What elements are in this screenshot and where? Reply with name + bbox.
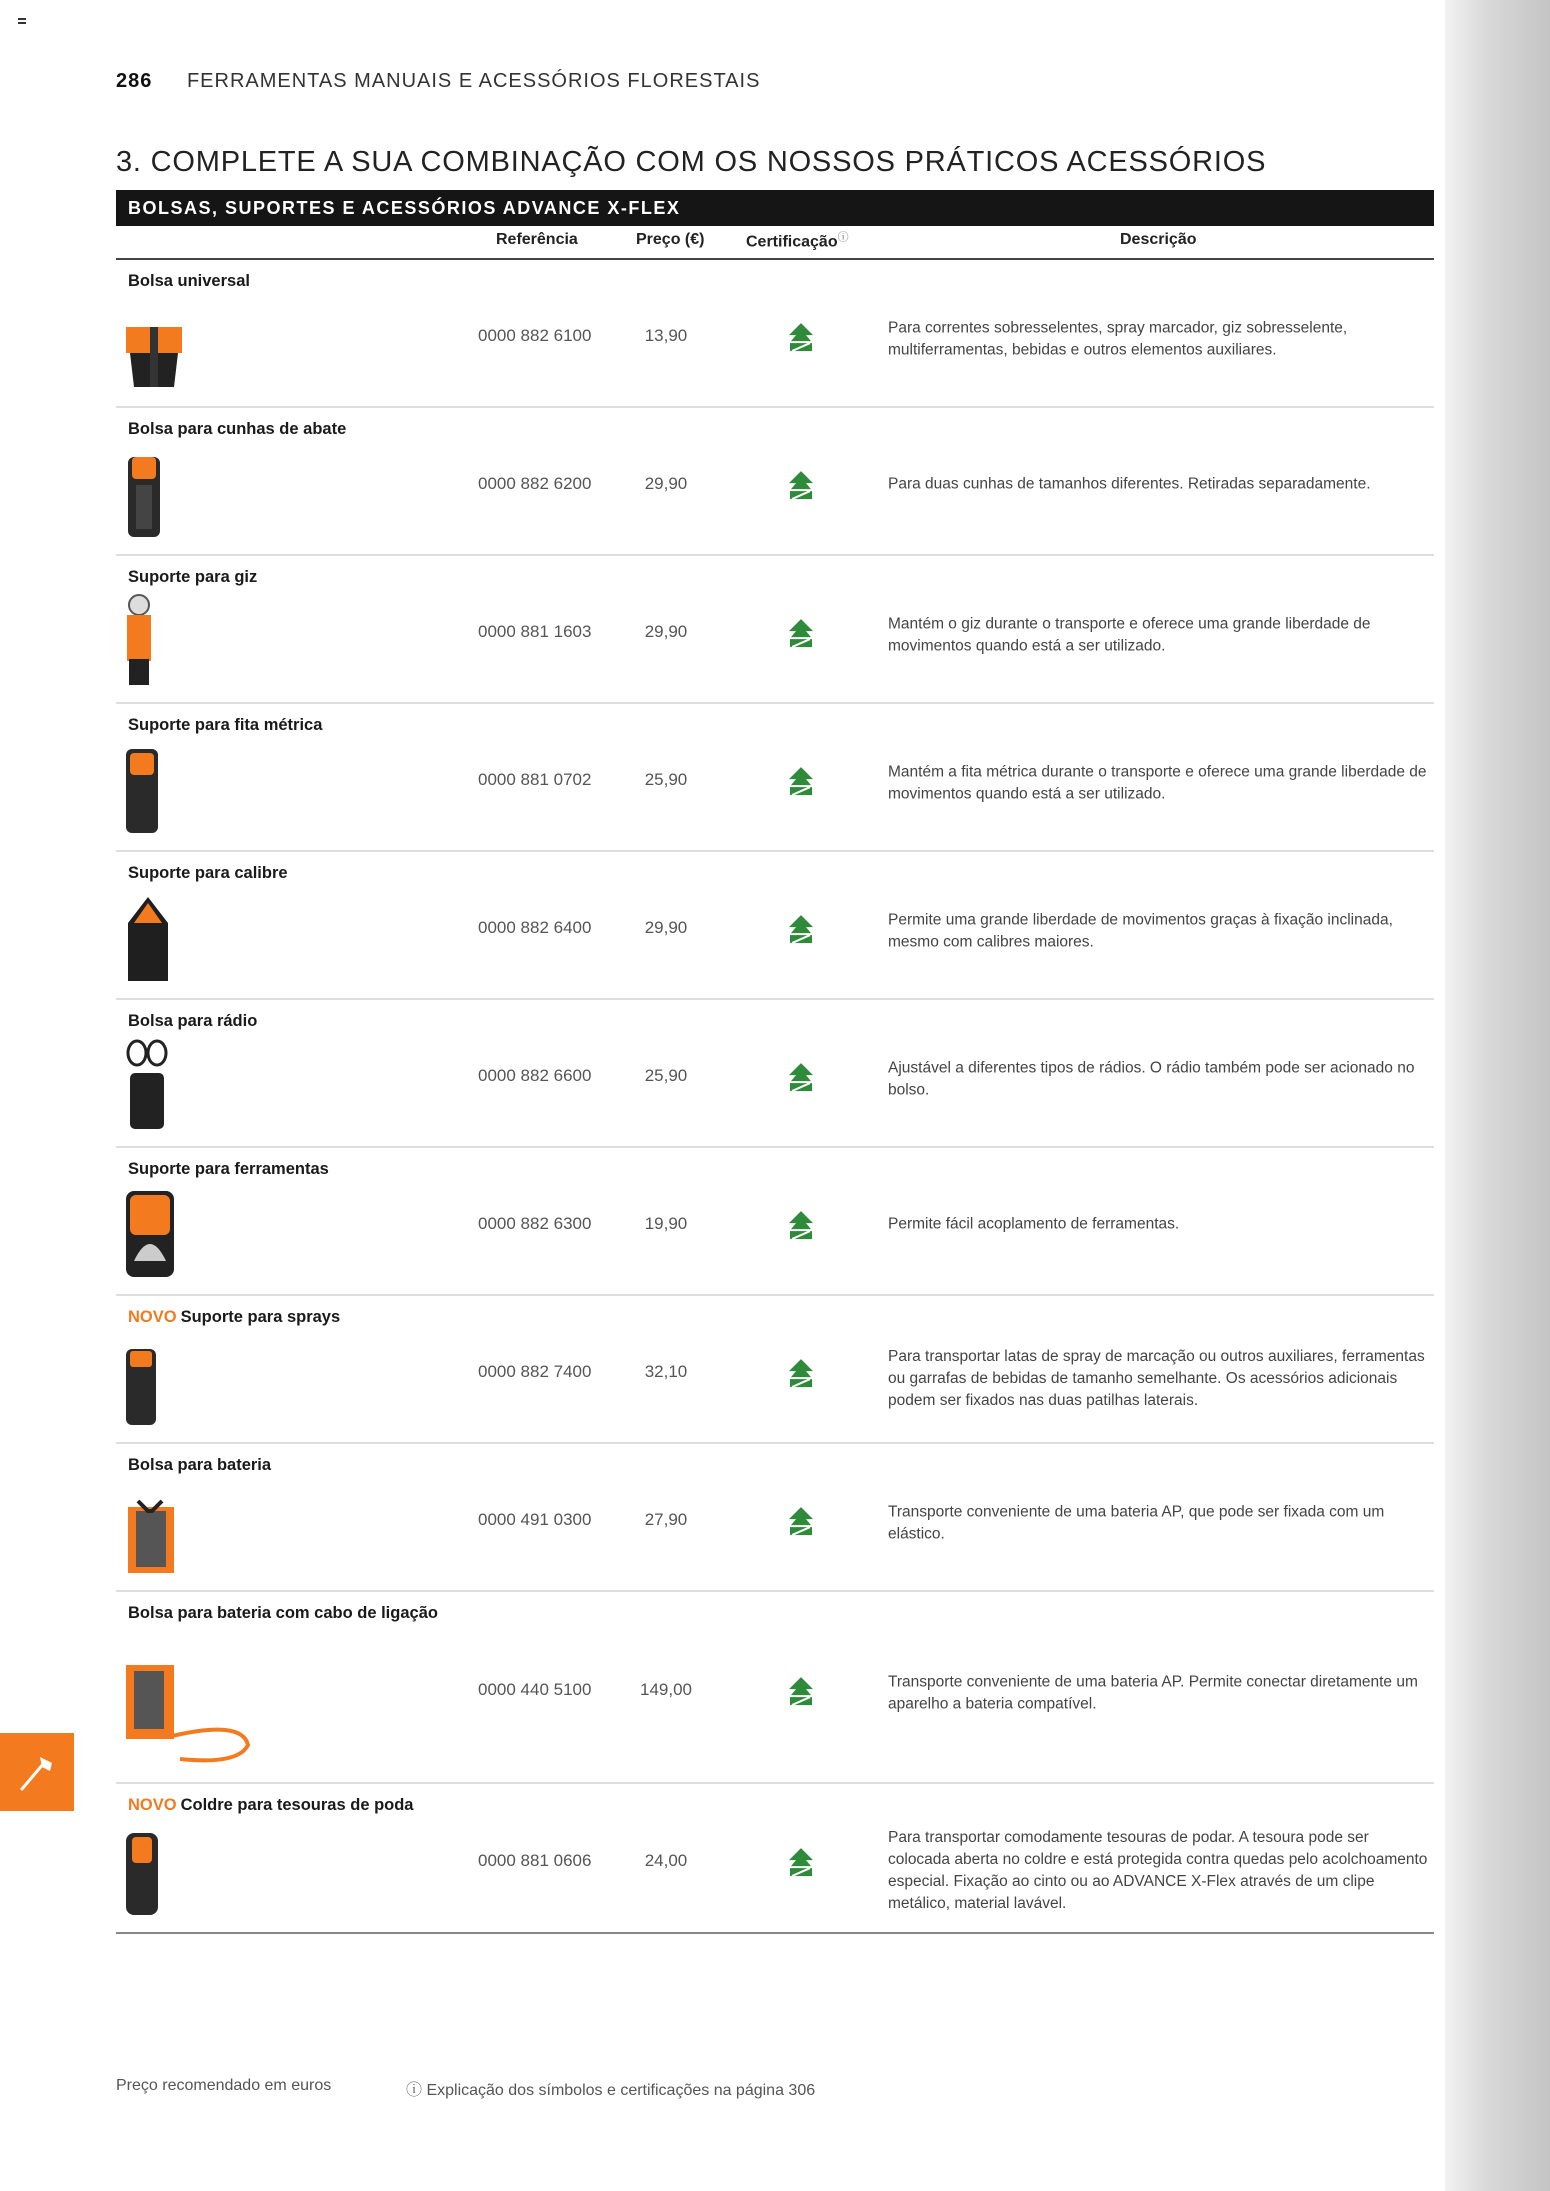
table-body [116,260,1434,1934]
product-name-text: Bolsa para bateria com cabo de ligação [128,1604,438,1622]
product-name [128,270,448,292]
product-name-text: Suporte para giz [128,568,258,586]
product-ref: 0000 881 0606 [478,1851,592,1870]
product-name-text: Bolsa para bateria [128,1456,272,1474]
col-header-cert [746,229,849,252]
forest-certification-icon [786,1846,816,1880]
product-price: 27,90 [644,1510,688,1529]
table-row [116,1148,1434,1296]
product-description: Para transportar comodamente tesouras de podar. A tesoura pode ser colocada aberta no coldre e está protegida contra quedas pelo acolchoamento especial. Fixação ao cinto ou ao ADVANCE X-Flex através de um clipe metálico, material lavável. [888,1829,1428,1913]
product-image [122,593,156,694]
section-title: 3. COMPLETE A SUA COMBINAÇÃO COM OS NOSSOS PRÁTICOS ACESSÓRIOS [116,146,1267,178]
product-image [122,1345,160,1434]
product-ref: 0000 882 7400 [478,1362,592,1381]
forest-certification-icon [786,765,816,799]
forest-certification-icon [786,1209,816,1243]
product-image [122,323,186,398]
product-name [128,1010,448,1032]
product-ref: 0000 491 0300 [478,1510,592,1529]
product-price: 24,00 [644,1851,688,1870]
forest-certification-icon [786,1061,816,1095]
product-image [122,1037,172,1138]
product-description: Mantém a fita métrica durante o transporte e oferece uma grande liberdade de movimentos quando está a ser utilizado. [888,763,1427,803]
table-title-bar: BOLSAS, SUPORTES E ACESSÓRIOS ADVANCE X-FLEX [116,190,1434,226]
product-name [128,1454,448,1476]
product-ref: 0000 882 6200 [478,474,592,493]
page-edge-shadow [1445,0,1550,2191]
product-image [122,451,166,546]
footer-note: Preço recomendado em euros [116,2077,332,2094]
new-badge: NOVO [128,1796,177,1814]
product-image [122,745,162,842]
forest-certification-icon [786,321,816,355]
product-price: 29,90 [644,918,688,937]
product-name [128,566,448,588]
product-price: 25,90 [644,1066,688,1085]
menu-icon[interactable] [18,18,26,26]
product-price: 29,90 [644,474,688,493]
section-name: FERRAMENTAS MANUAIS E ACESSÓRIOS FLORESTAIS [186,70,761,92]
product-image [122,1187,178,1286]
product-image [122,1829,162,1924]
forest-certification-icon [786,1675,816,1709]
product-name [128,862,448,884]
product-image [122,893,174,990]
product-name-text: Suporte para ferramentas [128,1160,329,1178]
product-description: Permite uma grande liberdade de movimentos graças à fixação inclinada, mesmo com calibres maiores. [888,911,1393,951]
product-table [116,190,1434,1934]
product-name [128,418,448,440]
product-ref: 0000 881 0702 [478,770,592,789]
product-price: 32,10 [644,1362,688,1381]
product-ref: 0000 882 6100 [478,326,592,345]
product-name-text: Suporte para calibre [128,864,288,882]
table-row [116,1592,1434,1784]
product-name-text: Bolsa universal [128,272,250,290]
page-header [116,70,760,93]
product-name [128,1602,448,1624]
product-name-text: Bolsa para cunhas de abate [128,420,347,438]
forest-certification-icon [786,913,816,947]
col-header-desc: Descrição [1120,231,1197,249]
product-ref: 0000 881 1603 [478,622,592,641]
product-name-text: Bolsa para rádio [128,1012,258,1030]
table-row [116,260,1434,408]
table-row [116,852,1434,1000]
product-description: Para correntes sobresselentes, spray marcador, giz sobresselente, multiferramentas, bebidas e outros elementos auxiliares. [888,319,1348,359]
product-name [128,1794,448,1816]
product-description: Transporte conveniente de uma bateria AP, que pode ser fixada com um elástico. [888,1503,1385,1543]
axe-icon [0,1733,74,1811]
table-row [116,556,1434,704]
product-price: 29,90 [644,622,688,641]
table-row [116,1444,1434,1592]
info-mark-icon: ⓘ [837,231,849,244]
table-row [116,704,1434,852]
table-row [116,1784,1434,1934]
col-header-ref: Referência [496,231,578,249]
forest-certification-icon [786,1357,816,1391]
table-row [116,408,1434,556]
column-headers [116,226,1434,260]
product-name-text: Coldre para tesouras de poda [180,1796,414,1814]
product-image [122,1659,262,1774]
product-description: Para duas cunhas de tamanhos diferentes. Retiradas separadamente. [888,475,1371,493]
product-description: Permite fácil acoplamento de ferramentas. [888,1215,1180,1233]
product-price: 13,90 [644,326,688,345]
product-description: Ajustável a diferentes tipos de rádios. O rádio também pode ser acionado no bolso. [888,1059,1415,1099]
table-row [116,1000,1434,1148]
table-row [116,1296,1434,1444]
forest-certification-icon [786,617,816,651]
product-name-text: Suporte para fita métrica [128,716,323,734]
product-price: 149,00 [640,1680,692,1699]
col-header-cert-label: Certificação [746,234,838,252]
forest-certification-icon [786,1505,816,1539]
product-image [122,1497,180,1582]
product-ref: 0000 440 5100 [478,1680,592,1699]
forest-certification-icon [786,469,816,503]
product-ref: 0000 882 6400 [478,918,592,937]
product-description: Mantém o giz durante o transporte e oferece uma grande liberdade de movimentos quando está a ser utilizado. [888,615,1371,655]
footer-reference: ⓘ Explicação dos símbolos e certificações na página 306 [406,2082,816,2099]
product-price: 19,90 [644,1214,688,1233]
product-price: 25,90 [644,770,688,789]
col-header-price: Preço (€) [636,231,705,249]
product-name [128,1306,448,1328]
product-ref: 0000 882 6300 [478,1214,592,1233]
page-number: 286 [116,70,153,92]
product-name-text: Suporte para sprays [180,1308,341,1326]
side-tab[interactable] [0,1733,74,1811]
product-ref: 0000 882 6600 [478,1066,592,1085]
product-name [128,1158,448,1180]
product-name [128,714,448,736]
product-description: Para transportar latas de spray de marcação ou outros auxiliares, ferramentas ou garrafas de bebidas de tamanho semelhante. Os acessórios adicionais podem ser fixados nas duas patilhas laterais. [888,1347,1425,1409]
new-badge: NOVO [128,1308,177,1326]
product-description: Transporte conveniente de uma bateria AP. Permite conectar diretamente um aparelho a bateria compatível. [888,1673,1418,1713]
